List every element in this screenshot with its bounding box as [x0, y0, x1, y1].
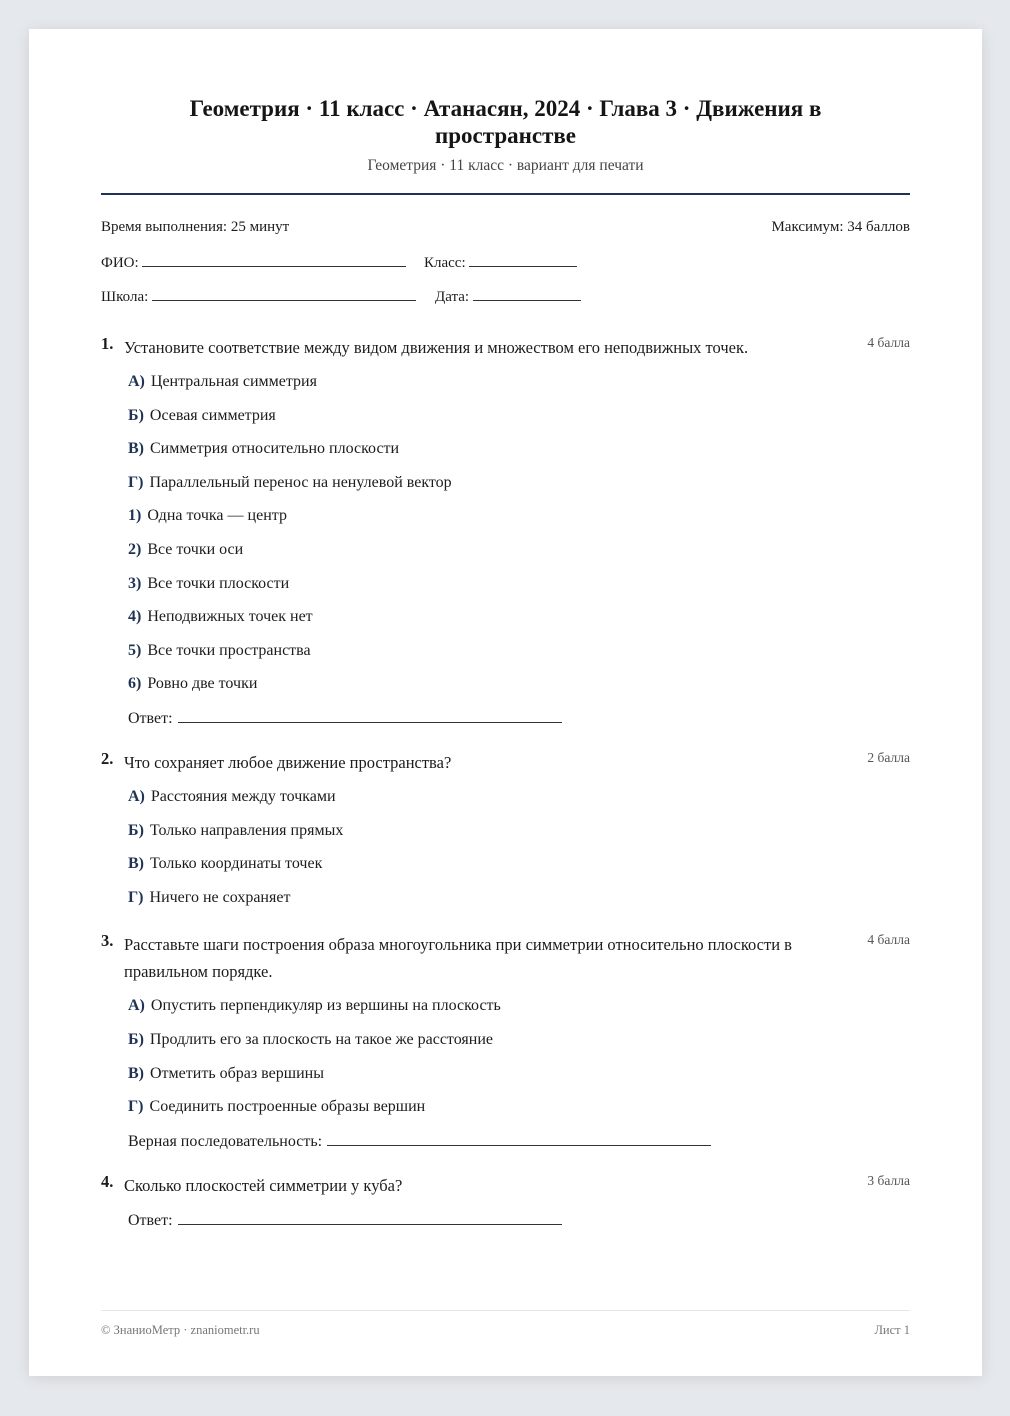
option-text: Все точки пространства [147, 642, 311, 659]
answer-input-line[interactable] [178, 709, 562, 723]
option-key: 5) [128, 642, 142, 659]
fio-label: ФИО: [101, 255, 139, 271]
option-key: В) [128, 855, 144, 872]
option-key: Б) [128, 1031, 144, 1048]
option-key: Б) [128, 407, 144, 424]
fio-input-line[interactable] [142, 253, 406, 267]
option-key: В) [128, 1065, 144, 1082]
question-text: Установите соответствие между видом движения и множеством его неподвижных точек. [124, 338, 749, 357]
option-key: А) [128, 997, 145, 1014]
option-text: Только координаты точек [150, 855, 323, 872]
date-field[interactable] [435, 287, 581, 306]
option-item [128, 474, 452, 492]
fio-field[interactable] [101, 253, 406, 272]
question-number: 2. [101, 749, 114, 768]
option-key: 1) [128, 507, 142, 524]
option-text: Неподвижных точек нет [147, 608, 313, 625]
option-text: Продлить его за плоскость на такое же расстояние [149, 1031, 493, 1048]
school-field[interactable] [101, 287, 416, 306]
answer-input-line[interactable] [178, 1211, 562, 1225]
answer-label: Ответ: [128, 1212, 173, 1229]
question-points: 2 балла [867, 750, 910, 765]
option-text: Ничего не сохраняет [149, 889, 291, 906]
answer-input-line[interactable] [327, 1132, 711, 1146]
option-text: Одна точка — центр [147, 507, 287, 524]
option-text: Расстояния между точками [150, 788, 336, 805]
option-item [128, 642, 311, 660]
question-points: 4 балла [867, 335, 910, 350]
option-text: Ровно две точки [147, 675, 258, 692]
page-title: Геометрия · 11 класс · Атанасян, 2024 · Глава 3 · Движения в пространстве [189, 96, 822, 148]
option-item [128, 440, 399, 458]
option-item [128, 407, 276, 425]
option-text: Осевая симметрия [149, 407, 276, 424]
option-key: 4) [128, 608, 142, 625]
max-score: Максимум: 34 баллов [771, 219, 910, 235]
option-key: Г) [128, 1098, 144, 1115]
answer-label: Верная последовательность: [128, 1133, 323, 1150]
option-item [128, 855, 322, 873]
page-subtitle: Геометрия · 11 класс · вариант для печати [367, 157, 644, 174]
option-item [128, 1065, 324, 1083]
class-input-line[interactable] [469, 253, 577, 267]
option-key: А) [128, 373, 145, 390]
option-item [128, 575, 289, 593]
header-divider [101, 193, 910, 195]
option-item [128, 822, 343, 840]
option-text: Только направления прямых [149, 822, 344, 839]
option-item [128, 1031, 493, 1049]
footer-page-number: Лист 1 [874, 1323, 910, 1337]
question-points: 3 балла [867, 1173, 910, 1188]
option-item [128, 788, 336, 806]
option-item [128, 373, 317, 391]
question-points: 4 балла [867, 932, 910, 947]
option-item [128, 608, 313, 626]
option-key: В) [128, 440, 144, 457]
question-number: 4. [101, 1172, 114, 1191]
class-field[interactable] [424, 253, 577, 272]
answer-label: Ответ: [128, 710, 173, 727]
question-text: Что сохраняет любое движение пространства? [124, 753, 452, 772]
school-label: Школа: [101, 289, 149, 305]
option-text: Симметрия относительно плоскости [150, 440, 400, 457]
footer-divider [101, 1310, 910, 1311]
question-number: 1. [101, 334, 114, 353]
option-key: Б) [128, 822, 144, 839]
option-item [128, 507, 287, 525]
option-item [128, 675, 257, 693]
page-content [101, 29, 910, 1376]
footer-copyright: © ЗнаниоМетр · znaniometr.ru [101, 1323, 260, 1337]
answer-field[interactable] [128, 1211, 562, 1230]
option-text: Отметить образ вершины [150, 1065, 324, 1082]
option-item [128, 889, 290, 907]
date-label: Дата: [435, 289, 470, 305]
option-item [128, 541, 243, 559]
answer-field[interactable] [128, 709, 562, 728]
option-key: 2) [128, 541, 142, 558]
question-text: Сколько плоскостей симметрии у куба? [124, 1176, 403, 1195]
option-text: Соединить построенные образы вершин [149, 1098, 426, 1115]
option-key: Г) [128, 474, 144, 491]
option-key: 6) [128, 675, 142, 692]
question-text: Расставьте шаги построения образа многоугольника при симметрии относительно плоскости в правильном порядке. [124, 935, 792, 981]
option-text: Все точки плоскости [147, 575, 290, 592]
option-key: Г) [128, 889, 144, 906]
date-input-line[interactable] [473, 287, 581, 301]
option-key: 3) [128, 575, 142, 592]
time-limit: Время выполнения: 25 минут [101, 219, 290, 235]
option-item [128, 997, 501, 1015]
option-item [128, 1098, 425, 1116]
class-label: Класс: [424, 255, 466, 271]
option-text: Все точки оси [147, 541, 244, 558]
option-text: Центральная симметрия [150, 373, 317, 390]
question-number: 3. [101, 931, 114, 950]
school-input-line[interactable] [152, 287, 416, 301]
option-text: Опустить перпендикуляр из вершины на плоскость [150, 997, 501, 1014]
worksheet-page [29, 29, 982, 1376]
option-text: Параллельный перенос на ненулевой вектор [149, 474, 452, 491]
sequence-answer-field[interactable] [128, 1132, 711, 1151]
option-key: А) [128, 788, 145, 805]
